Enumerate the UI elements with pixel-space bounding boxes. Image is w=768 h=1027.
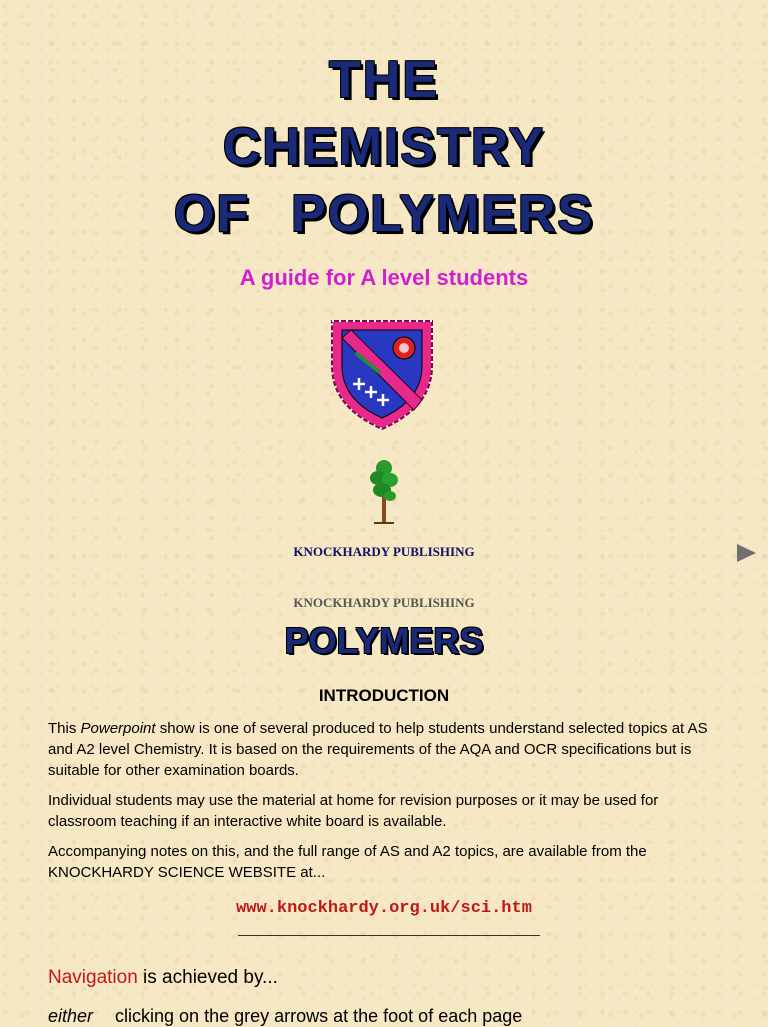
publisher-name: KNOCKHARDY PUBLISHING <box>293 544 475 559</box>
next-arrow-icon[interactable] <box>737 544 756 562</box>
navigation-word: Navigation <box>48 967 138 988</box>
intro-paragraph-3: Accompanying notes on this, and the full range of AS and A2 topics, are available from the KNOCKHARDY SCIENCE WEBSITE at... <box>48 843 647 881</box>
website-link[interactable]: www.knockhardy.org.uk/sci.htm <box>236 899 532 918</box>
title-line-3: OF POLYMERS <box>173 185 595 243</box>
divider <box>238 935 540 936</box>
either-word: either <box>48 1006 94 1026</box>
navigation-line: Navigation is achieved by... <box>48 967 278 988</box>
intro-paragraph-1: This Powerpoint show is one of several produced to help students understand selected topics at AS and A2 level Chemistry. It is based on the requirements of the AQA and OCR specifications but is suitable for other examination boards. <box>48 720 708 779</box>
section-heading: INTRODUCTION <box>318 686 450 705</box>
publisher-name-secondary: KNOCKHARDY PUBLISHING <box>293 595 475 610</box>
intro-paragraph-2: Individual students may use the material at home for revision purposes or it may be used for classroom teaching if an interactive white board is available. <box>48 792 659 830</box>
school-crest-icon <box>329 318 435 432</box>
either-line: either clicking on the grey arrows at the foot of each page <box>48 1006 523 1026</box>
tree-logo-icon <box>368 458 400 526</box>
subtitle: A guide for A level students <box>239 265 529 290</box>
page-heading: POLYMERS <box>284 620 484 661</box>
title-line-1: THE <box>329 51 439 109</box>
title-line-2: CHEMISTRY <box>222 118 546 176</box>
